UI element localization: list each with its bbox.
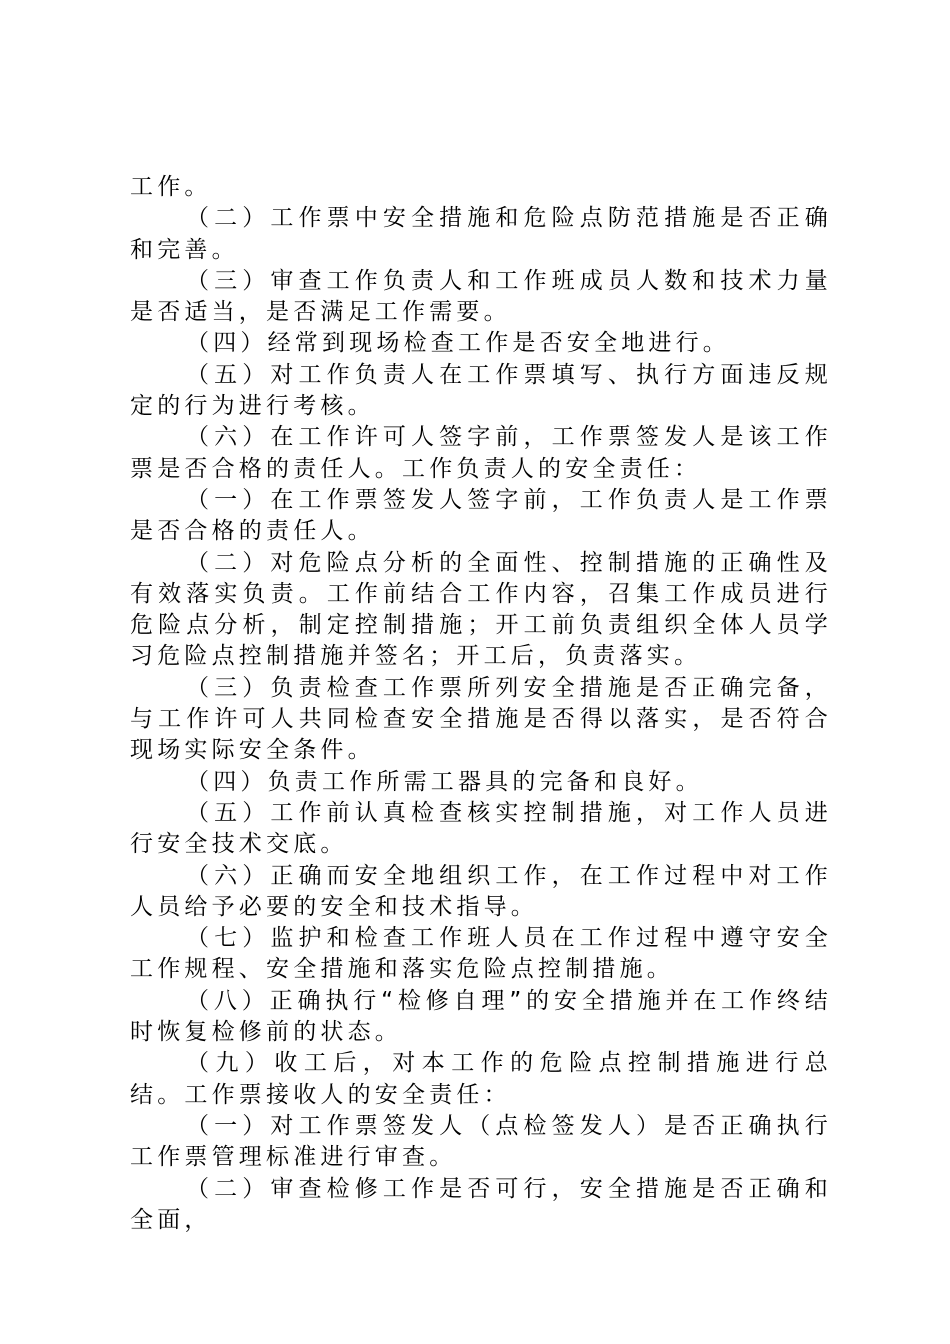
paragraph-leader-item-7: （七）监护和检查工作班人员在工作过程中遵守安全工作规程、安全措施和落实危险点控制措施。 bbox=[130, 925, 832, 983]
paragraph-receiver-item-2: （二）审查检修工作是否可行，安全措施是否正确和全面， bbox=[130, 1175, 832, 1233]
paragraph-issuer-item-2: （二）工作票中安全措施和危险点防范措施是否正确和完善。 bbox=[130, 205, 832, 263]
paragraph-issuer-item-5: （五）对工作负责人在工作票填写、执行方面违反规定的行为进行考核。 bbox=[130, 361, 832, 420]
paragraph-leader-item-5: （五）工作前认真检查核实控制措施，对工作人员进行安全技术交底。 bbox=[130, 799, 832, 858]
paragraph-leader-item-1: （一）在工作票签发人签字前，工作负责人是工作票是否合格的责任人。 bbox=[130, 486, 832, 545]
document-body bbox=[130, 172, 832, 1236]
paragraph-issuer-item-6: （六）在工作许可人签字前，工作票签发人是该工作票是否合格的责任人。工作负责人的安全责任： bbox=[130, 424, 832, 482]
paragraph-receiver-item-1: （一）对工作票签发人（点检签发人）是否正确执行工作票管理标准进行审查。 bbox=[130, 1112, 832, 1171]
paragraph-issuer-item-4: （四）经常到现场检查工作是否安全地进行。 bbox=[186, 330, 730, 357]
paragraph-leader-item-2: （二）对危险点分析的全面性、控制措施的正确性及有效落实负责。工作前结合工作内容，召集工作成员进行危险点分析，制定控制措施；开工前负责组织全体人员学习危险点控制措施并签名；开工后，负责落实。 bbox=[130, 549, 832, 670]
paragraph-leader-item-8: （八）正确执行“检修自理”的安全措施并在工作终结时恢复检修前的状态。 bbox=[130, 987, 832, 1046]
paragraph-leader-item-4: （四）负责工作所需工器具的完备和良好。 bbox=[186, 768, 703, 795]
paragraph-leader-item-3: （三）负责检查工作票所列安全措施是否正确完备，与工作许可人共同检查安全措施是否得以落实，是否符合现场实际安全条件。 bbox=[130, 674, 832, 764]
paragraph-continuation: 工作。 bbox=[130, 174, 212, 200]
paragraph-leader-item-6: （六）正确而安全地组织工作，在工作过程中对工作人员给予必要的安全和技术指导。 bbox=[130, 862, 832, 920]
paragraph-issuer-item-3: （三）审查工作负责人和工作班成员人数和技术力量是否适当，是否满足工作需要。 bbox=[130, 267, 832, 326]
paragraph-leader-item-9: （九）收工后，对本工作的危险点控制措施进行总结。工作票接收人的安全责任： bbox=[130, 1050, 832, 1108]
